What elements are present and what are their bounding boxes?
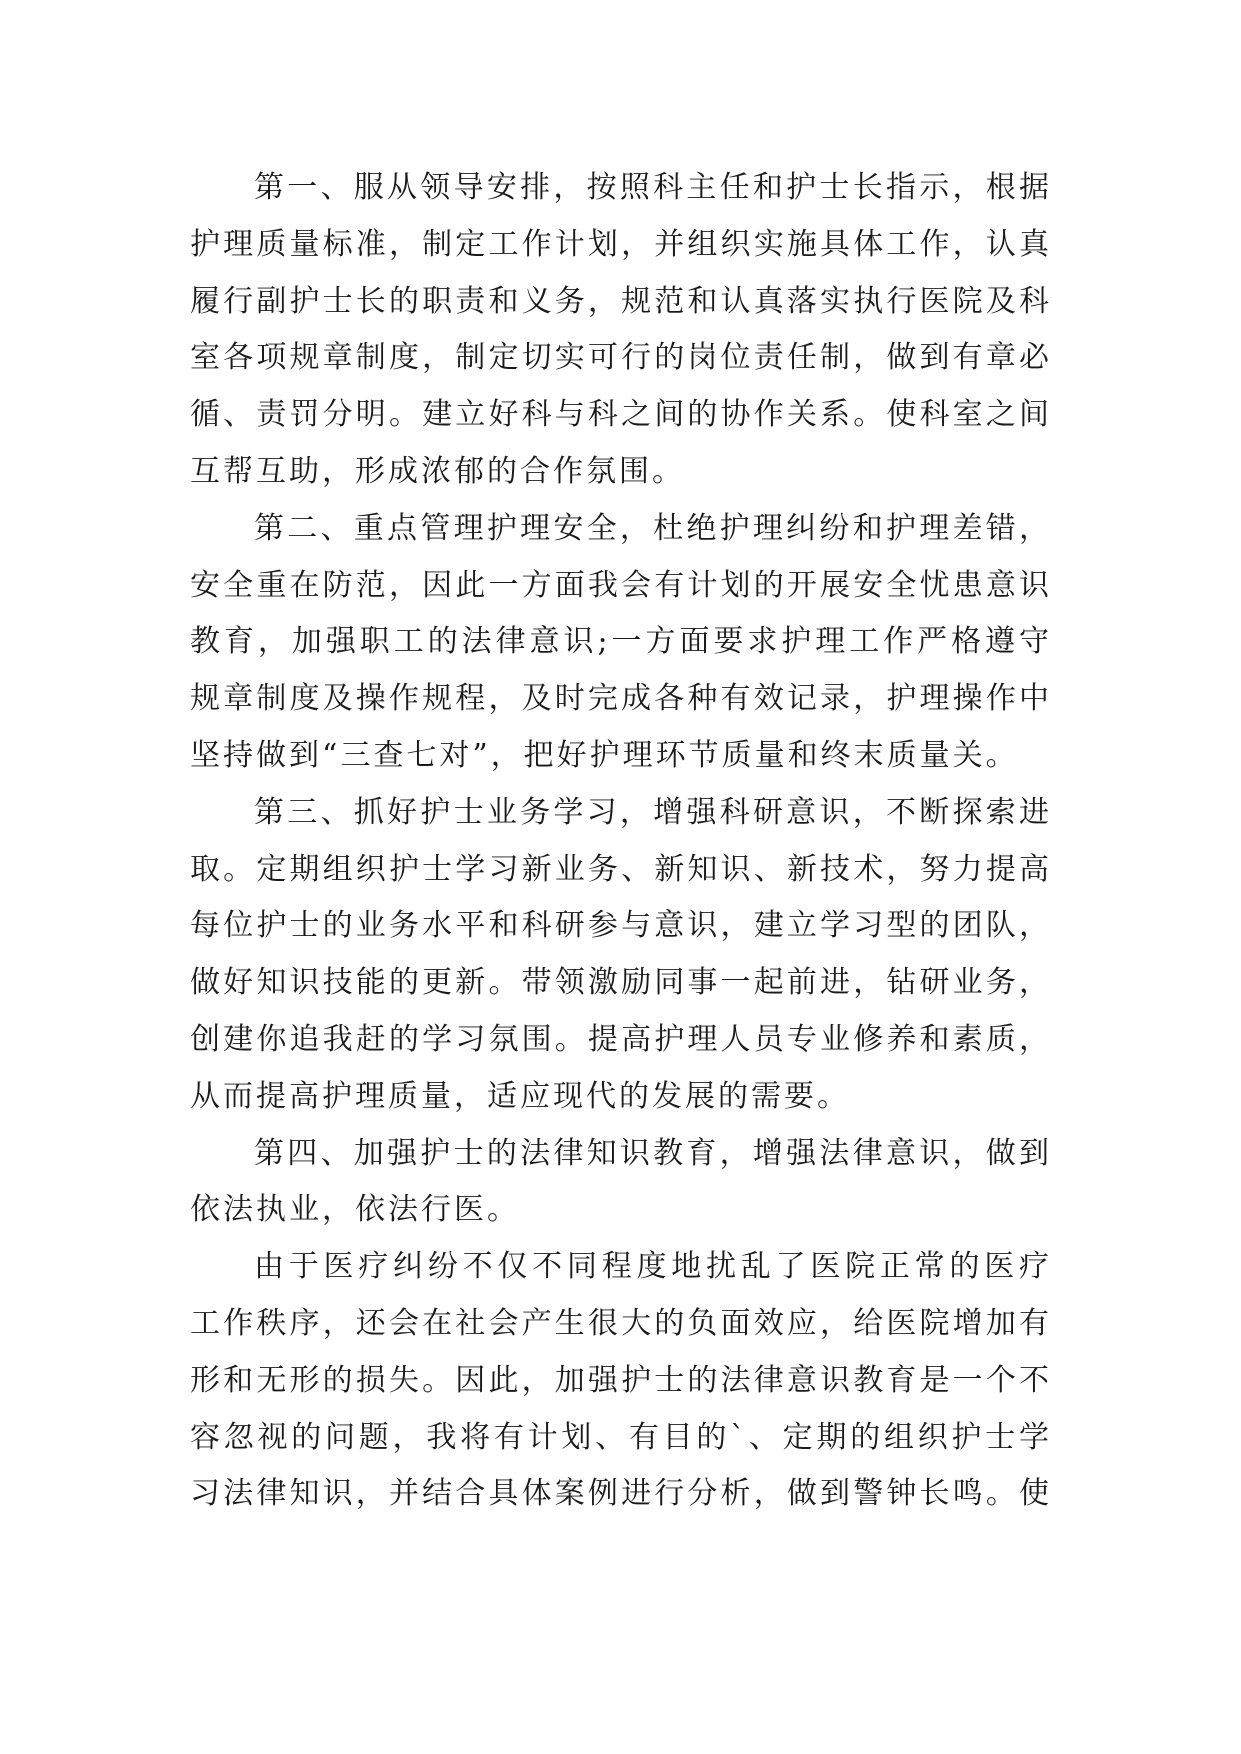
text-line: 工作秩序，还会在社会产生很大的负面效应，给医院增加有 (190, 1305, 1052, 1341)
text-line: 习法律知识，并结合具体案例进行分析，做到警钟长鸣。使 (190, 1476, 1052, 1512)
text-line: 互帮互助，形成浓郁的合作氛围。 (190, 453, 685, 489)
text-line: 每位护士的业务水平和科研参与意识，建立学习型的团队， (190, 908, 1052, 944)
text-line: 第四、加强护士的法律知识教育，增强法律意识，做到 (254, 1135, 1052, 1171)
text-line: 从而提高护理质量，适应现代的发展的需要。 (190, 1078, 850, 1114)
text-line: 取。定期组织护士学习新业务、新知识、新技术，努力提高 (190, 851, 1052, 887)
paragraph-5 (190, 1239, 1052, 1523)
text-line: 由于医疗纠纷不仅不同程度地扰乱了医院正常的医疗 (254, 1249, 1052, 1285)
text-line: 做好知识技能的更新。带领激励同事一起前进，钻研业务， (190, 965, 1052, 1001)
text-line: 形和无形的损失。因此，加强护士的法律意识教育是一个不 (190, 1362, 1052, 1398)
text-line: 坚持做到“三查七对”，把好护理环节质量和终末质量关。 (190, 737, 1019, 773)
paragraph-4 (190, 1126, 1052, 1240)
paragraph-2 (190, 501, 1052, 785)
paragraph-1 (190, 160, 1052, 501)
text-line: 室各项规章制度，制定切实可行的岗位责任制，做到有章必 (190, 340, 1052, 376)
text-line: 循、责罚分明。建立好科与科之间的协作关系。使科室之间 (190, 397, 1052, 433)
text-line: 第一、服从领导安排，按照科主任和护士长指示，根据 (254, 170, 1052, 205)
text-line: 创建你追我赶的学习氛围。提高护理人员专业修养和素质， (190, 1021, 1052, 1057)
document-body (190, 160, 1052, 1523)
text-line: 教育，加强职工的法律意识;一方面要求护理工作严格遵守 (190, 624, 1052, 660)
text-line: 容忽视的问题，我将有计划、有目的`、定期的组织护士学 (190, 1419, 1052, 1455)
text-line: 依法执业，依法行医。 (190, 1192, 520, 1228)
text-line: 安全重在防范，因此一方面我会有计划的开展安全忧患意识 (190, 567, 1052, 603)
text-line: 规章制度及操作规程，及时完成各种有效记录，护理操作中 (190, 681, 1052, 717)
text-line: 履行副护士长的职责和义务，规范和认真落实执行医院及科 (190, 283, 1052, 319)
paragraph-3 (190, 785, 1052, 1126)
text-line: 第二、重点管理护理安全，杜绝护理纠纷和护理差错， (254, 510, 1052, 546)
text-line: 护理质量标准，制定工作计划，并组织实施具体工作，认真 (190, 226, 1052, 262)
text-line: 第三、抓好护士业务学习，增强科研意识，不断探索进 (254, 794, 1052, 830)
